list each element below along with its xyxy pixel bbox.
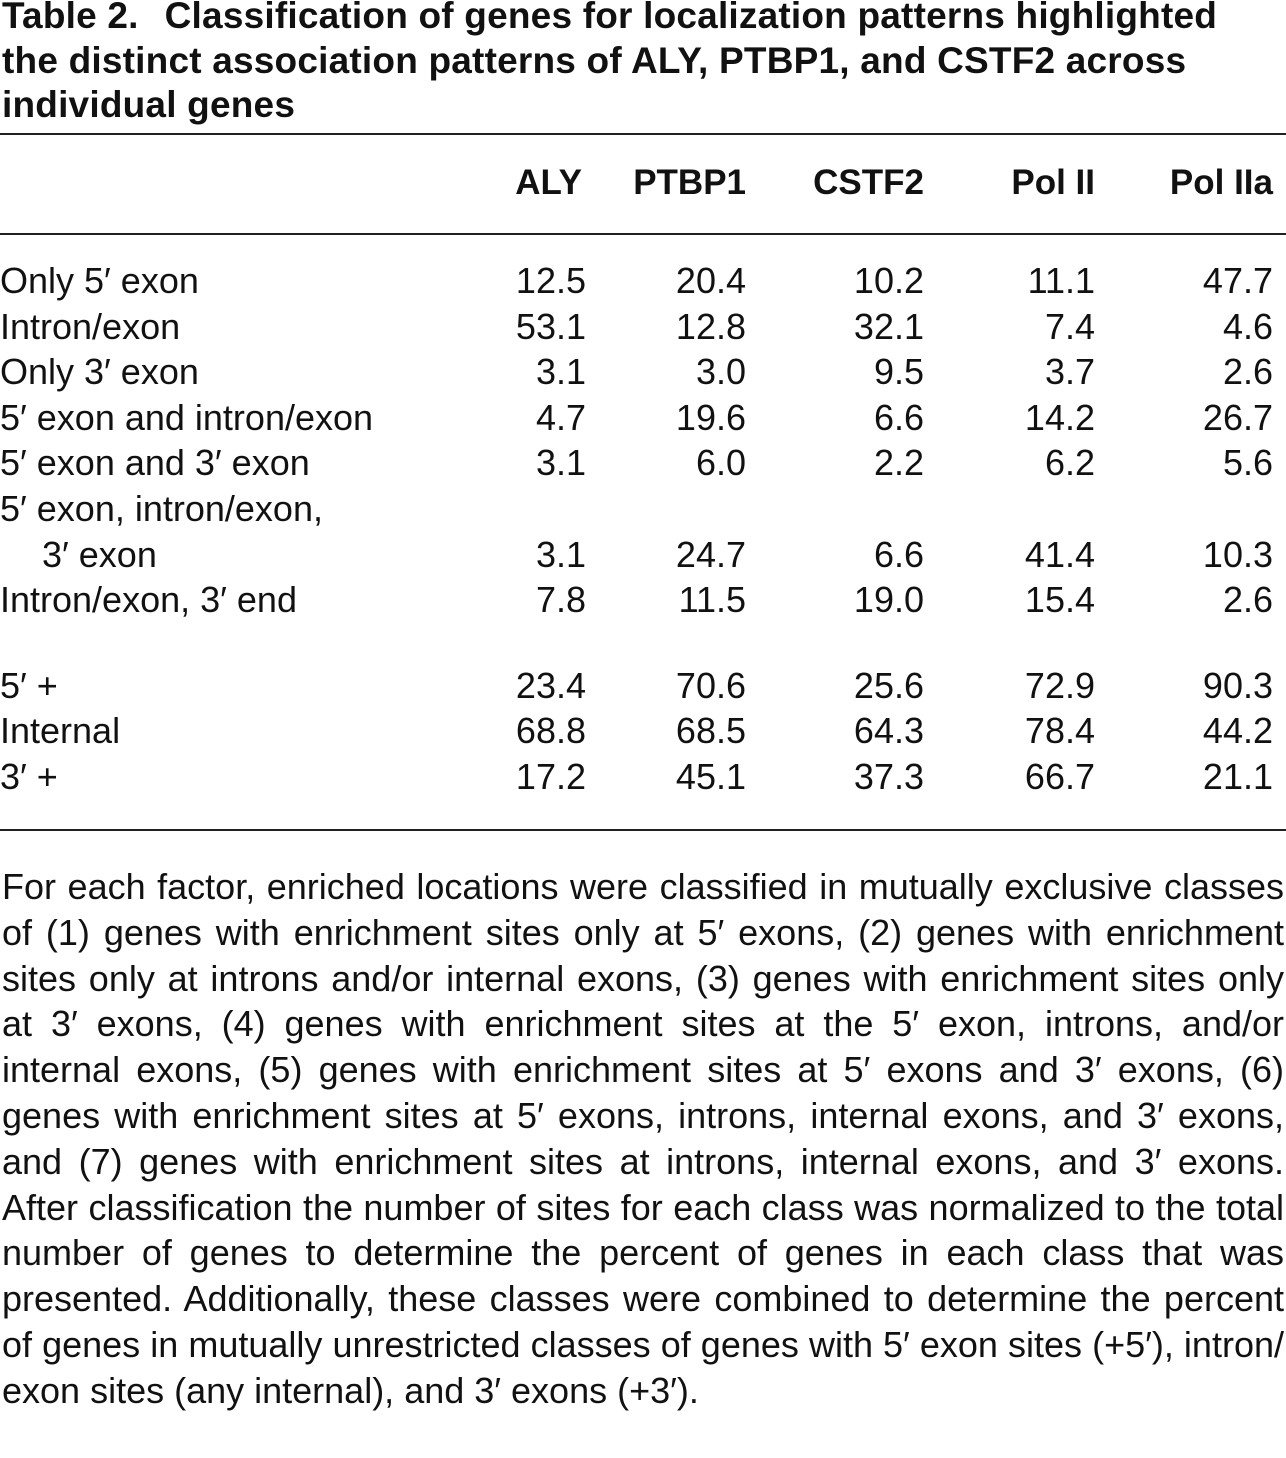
cell-value: 14.2	[1024, 396, 1095, 438]
column-header: PTBP1	[633, 163, 746, 202]
cell-value: 37.3	[853, 755, 924, 797]
row-label: 5′ exon and intron/exon	[0, 396, 374, 438]
row-label: 5′ exon and 3′ exon	[0, 442, 310, 484]
cell-value: 47.7	[1202, 260, 1273, 301]
cell-value: 25.6	[853, 664, 924, 706]
cell-value: 3.0	[695, 351, 746, 393]
table-caption	[2, 0, 1272, 128]
column-header: CSTF2	[813, 163, 924, 202]
cell-value: 15.4	[1024, 579, 1095, 621]
bottom-rule	[0, 829, 1286, 831]
cell-value: 11.5	[678, 579, 746, 621]
cell-value: 44.2	[1202, 710, 1273, 752]
column-header: ALY	[515, 163, 582, 202]
row-label: 5′ +	[0, 664, 58, 706]
column-header: Pol II	[1011, 163, 1095, 202]
cell-value: 21.1	[1202, 755, 1273, 797]
table-row	[0, 577, 1273, 623]
row-label: 5′ exon, intron/exon,	[0, 487, 323, 529]
row-label: Only 5′ exon	[0, 260, 199, 301]
summary-row	[0, 708, 1273, 754]
cell-value: 3.1	[535, 442, 586, 484]
cell-value: 2.6	[1222, 351, 1273, 393]
row-label: Only 3′ exon	[0, 351, 199, 393]
table-row	[0, 395, 1273, 441]
cell-value: 3.7	[1044, 351, 1095, 393]
cell-value: 10.3	[1202, 533, 1273, 575]
cell-value: 6.2	[1044, 442, 1095, 484]
cell-value: 7.8	[535, 579, 586, 621]
cell-value: 24.7	[675, 533, 746, 575]
row-gap	[0, 212, 1273, 258]
table-row	[0, 349, 1273, 395]
row-label-continued	[0, 532, 470, 578]
table-row	[0, 258, 1273, 304]
cell-value: 4.6	[1222, 305, 1273, 347]
cell-value: 9.5	[873, 351, 924, 393]
table-title: Classification of genes for localization patterns highlighted the distinct association patterns of ALY, PTBP1, and CSTF2 across individual genes	[2, 0, 1218, 125]
cell-value: 20.4	[675, 260, 746, 301]
classification-table	[0, 160, 1273, 800]
cell-value: 6.0	[695, 442, 746, 484]
cell-value: 70.6	[675, 664, 746, 706]
cell-value: 66.7	[1024, 755, 1095, 797]
table-row	[0, 440, 1273, 486]
cell-value: 17.2	[515, 755, 586, 797]
cell-value: 90.3	[1202, 664, 1273, 706]
row-gap	[0, 623, 1273, 663]
cell-value: 3.1	[535, 533, 586, 575]
cell-value: 45.1	[675, 755, 746, 797]
cell-value: 53.1	[515, 305, 586, 347]
cell-value: 19.0	[853, 579, 924, 621]
header-row	[0, 160, 1273, 212]
row-label: Internal	[0, 710, 121, 752]
cell-value: 32.1	[853, 305, 924, 347]
table-row	[0, 304, 1273, 350]
cell-value: 68.5	[675, 710, 746, 752]
cell-value: 6.6	[873, 533, 924, 575]
cell-value: 26.7	[1202, 396, 1273, 438]
cell-value: 5.6	[1222, 442, 1273, 484]
summary-row	[0, 754, 1273, 800]
cell-value: 2.2	[873, 442, 924, 484]
table-footnote: For each factor, enriched locations were classified in mutually exclusive classes of (1) genes with enrichment sites only at 5′ exons, (2) genes with enrichment sites only at introns and/or internal exons, (3) genes with enrichment sites only at 3′ exons, (4) genes with enrichment sites at the 5′ exon, introns, and/or internal exons, (5) genes with enrichment sites at 5′ exons and 3′ exons, (6) genes with enrichment sites at 5′ exons, introns, internal exons, and 3′ exons, and (7) genes with enrichment sites at introns, internal exons, and 3′ exons. After classification the number of sites for each class was normalized to the total number of genes to determine the percent of genes in each class that was presented. Additionally, these classes were combined to determine the percent of genes in mutually unrestricted classes of genes with 5′ exon sites (+5′), intron/ exon sites (any internal), and 3′ exons (+3′).	[2, 866, 1284, 1411]
cell-value: 72.9	[1024, 664, 1095, 706]
row-label: 3′ +	[0, 755, 58, 797]
column-header: Pol IIa	[1169, 163, 1273, 202]
cell-value: 19.6	[675, 396, 746, 438]
top-rule	[0, 133, 1286, 135]
cell-value: 2.6	[1222, 579, 1273, 621]
row-label: Intron/exon, 3′ end	[0, 579, 297, 621]
summary-row	[0, 663, 1273, 709]
cell-value: 7.4	[1044, 305, 1095, 347]
cell-value: 41.4	[1024, 533, 1095, 575]
table-row	[0, 486, 1273, 532]
row-label-continued-text: 3′ exon	[42, 533, 157, 575]
cell-value: 11.1	[1027, 260, 1095, 301]
cell-value: 78.4	[1024, 710, 1095, 752]
cell-value: 10.2	[853, 260, 924, 301]
cell-value: 23.4	[515, 664, 586, 706]
cell-value: 6.6	[873, 396, 924, 438]
table-label: Table 2.	[2, 0, 139, 36]
cell-value: 3.1	[535, 351, 586, 393]
cell-value: 68.8	[515, 710, 586, 752]
cell-value: 64.3	[853, 710, 924, 752]
row-label: Intron/exon	[0, 305, 181, 347]
cell-value: 4.7	[535, 396, 586, 438]
cell-value: 12.8	[675, 305, 746, 347]
column-header-empty	[0, 160, 470, 212]
cell-value: 12.5	[515, 260, 586, 301]
table-row-continued	[0, 532, 1273, 578]
